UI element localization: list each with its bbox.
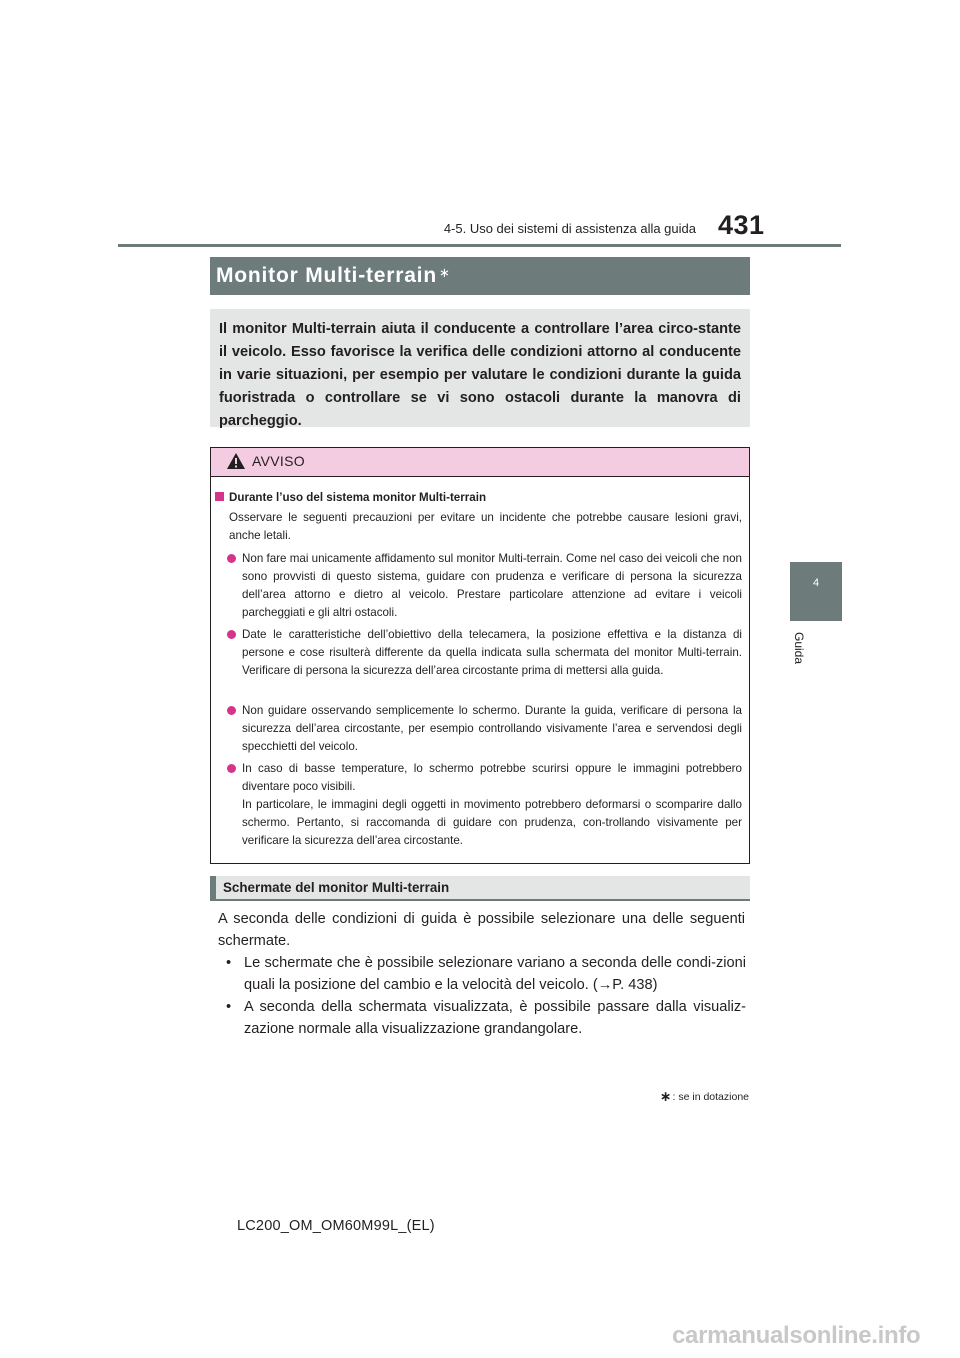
bullet-marker: • — [226, 999, 232, 1015]
list-item — [226, 952, 746, 996]
optional-equipment-mark: ∗ — [438, 265, 451, 280]
page-title — [216, 258, 451, 294]
chapter-tab-label: Guida — [792, 631, 806, 665]
warning-intro: Osservare le seguenti precauzioni per evitare un incidente che potrebbe causare lesioni gravi, anche letali. — [229, 511, 742, 542]
intro-text: Il monitor Multi-terrain aiuta il conducente a controllare l’area circo-stante il veicolo. Esso favorisce la verifica delle condizioni attorno al conducente in varie situazioni, per esempio per valutare le condizioni durante la guida fuoristrada o controllare se vi sono ostacoli durante la manovra di parcheggio. — [219, 321, 741, 429]
square-bullet-icon — [215, 492, 224, 501]
list-item — [226, 996, 746, 1040]
warning-item — [227, 626, 742, 680]
warning-title: AVVISO — [252, 453, 305, 469]
warning-item-text — [242, 760, 742, 850]
footnote-mark: ∗ — [659, 1088, 672, 1104]
warning-item-text: Date le caratteristiche dell’obiettivo della telecamera, la posizione effettiva e la distanza di persone e cose risulterà differente da quella indicata sulla schermata del monitor Multi-terrain. Verificare di persona la sicurezza dell’area circostante prima di mettersi alla guida. — [242, 628, 742, 677]
warning-item — [227, 550, 742, 622]
circle-bullet-icon — [227, 764, 236, 773]
body-paragraph: A seconda delle condizioni di guida è possibile selezionare una delle seguenti schermate. — [218, 911, 745, 949]
warning-item-paragraph: In particolare, le immagini degli oggetti in movimento potrebbero deformarsi o scomparire dallo schermo. Pertanto, si raccomanda di guidare con prudenza, con-trollando visivamente per verificare la sicurezza dell’area circostante. — [242, 798, 742, 847]
chapter-tab-number: 4 — [812, 577, 820, 589]
footnote-text: : se in dotazione — [672, 1091, 749, 1103]
section-header-underline — [210, 899, 750, 901]
document-code: LC200_OM_OM60M99L_(EL) — [237, 1218, 435, 1234]
warning-item-paragraph: In caso di basse temperature, lo schermo potrebbe scurirsi oppure le immagini potrebbero diventare poco visibili. — [242, 762, 742, 793]
chapter-tab — [790, 562, 842, 621]
header-section-title: 4-5. Uso dei sistemi di assistenza alla guida — [443, 221, 696, 236]
header-divider — [118, 244, 841, 247]
warning-item-text: Non fare mai unicamente affidamento sul monitor Multi-terrain. Come nel caso dei veicoli che non sono provvisti di questo sistema, guidare con prudenza e verificare di persona la sicurezza dell’area attorno e dietro al veicolo. Prestare particolare attenzione ad evitare i veicoli parcheggiati e gli altri ostacoli. — [242, 552, 742, 619]
section-title: Schermate del monitor Multi-terrain — [223, 880, 450, 895]
circle-bullet-icon — [227, 706, 236, 715]
circle-bullet-icon — [227, 554, 236, 563]
warning-subheading-text: Durante l’uso del sistema monitor Multi-terrain — [229, 491, 487, 504]
page-title-text: Monitor Multi-terrain — [216, 264, 437, 287]
watermark: carmanualsonline.info — [672, 1322, 921, 1349]
bullet-marker: • — [226, 955, 232, 971]
circle-bullet-icon — [227, 630, 236, 639]
warning-subheading — [215, 490, 486, 505]
list-item-text: Le schermate che è possibile selezionare variano a seconda delle condi-zioni quali la posizione del cambio e la velocità del veicolo. (→P. 438) — [244, 955, 746, 993]
warning-item — [227, 760, 742, 850]
warning-item — [227, 702, 742, 756]
warning-item-text: Non guidare osservando semplicemente lo schermo. Durante la guida, verificare di persona la sicurezza dell’area circostante, per esempio controllando visivamente l’area e servendosi degli specchietti del veicolo. — [242, 704, 742, 753]
footnote — [660, 1088, 749, 1105]
page-number: 431 — [718, 210, 765, 240]
warning-triangle-icon — [226, 452, 246, 470]
list-item-text: A seconda della schermata visualizzata, è possibile passare dalla visualiz-zazione normale alla visualizzazione grandangolare. — [244, 999, 746, 1037]
